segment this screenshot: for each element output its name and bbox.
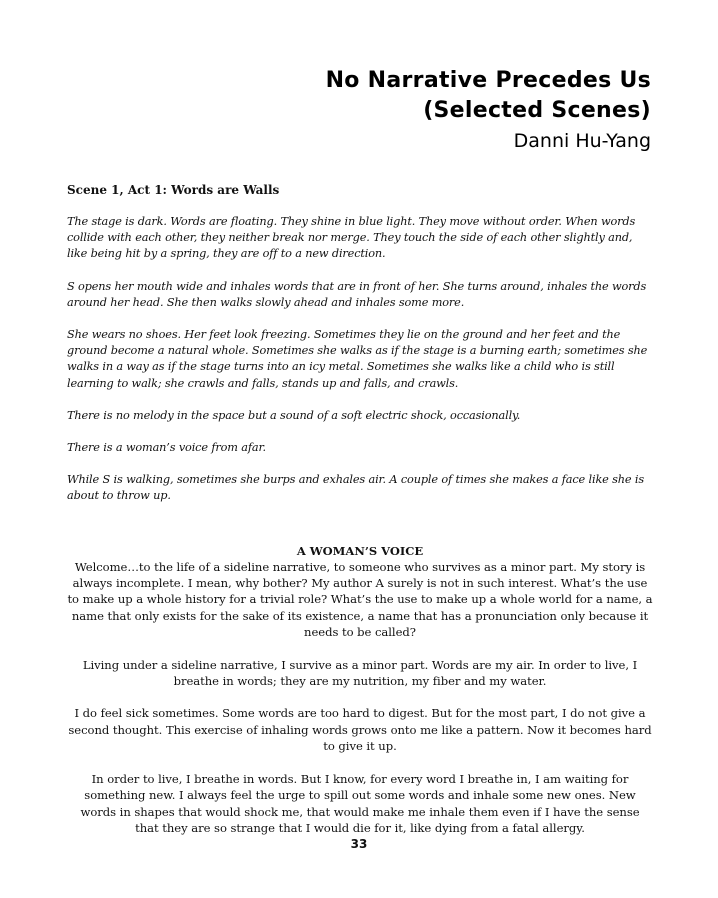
speech-paragraph: Living under a sideline narrative, I survive as a minor part. Words are my air. In order to live, I breathe in words; they are my nutrition, my fiber and my water. <box>82 657 638 689</box>
stage-direction: The stage is dark. Words are floating. They shine in blue light. They move without order. When words collide with each other, they neither break nor merge. They touch the side of each other slightly and, like being hit by a spring, they are off to a new direction. <box>67 215 636 261</box>
title-block <box>326 66 651 154</box>
scene-heading: Scene 1, Act 1: Words are Walls <box>67 183 280 197</box>
speech-paragraph: I do feel sick sometimes. Some words are too hard to digest. But for the most part, I do not give a second thought. This exercise of inhaling words grows onto me like a pattern. Now it becomes hard to give it up. <box>68 706 652 754</box>
stage-direction: There is no melody in the space but a sound of a soft electric shock, occasionally. <box>67 408 521 422</box>
speaker-name: A WOMAN’S VOICE <box>296 543 424 558</box>
speech-paragraph: In order to live, I breathe in words. But I know, for every word I breathe in, I am waiting for something new. I always feel the urge to spill out some words and inhale some new ones. New words in shapes that would shock me, that would make me inhale them even if I have the sense that they are so strange that I would die for it, like dying from a fatal allergy. <box>80 771 640 835</box>
speech-paragraph: Welcome…to the life of a sideline narrative, to someone who survives as a minor part. My story is always incomplete. I mean, why bother? My author A surely is not in such interest. What’s the use to make up a whole history for a trivial role? What’s the use to make up a whole world for a name, a name that only exists for the sake of its existence, a name that has a pronunciation only because it needs to be called? <box>67 559 653 640</box>
scene-content <box>67 182 653 852</box>
author-name: Danni Hu-Yang <box>513 130 651 152</box>
stage-direction: S opens her mouth wide and inhales words that are in front of her. She turns around, inhales the words around her head. She then walks slowly ahead and inhales some more. <box>67 279 647 309</box>
title-line-2: (Selected Scenes) <box>423 98 651 123</box>
page-number: 33 <box>350 837 368 851</box>
title-line-1: No Narrative Precedes Us <box>325 68 651 93</box>
stage-direction: There is a woman’s voice from afar. <box>67 441 266 455</box>
stage-direction: She wears no shoes. Her feet look freezing. Sometimes they lie on the ground and her feet and the ground become a natural whole. Sometimes she walks as if the stage is a burning earth; sometimes she walks in a way as if the stage turns into an icy metal. Sometimes she walks like a child who is still learning to walk; she crawls and falls, stands up and falls, and crawls. <box>67 328 648 390</box>
stage-direction: While S is walking, sometimes she burps and exhales air. A couple of times she makes a face like she is about to throw up. <box>67 473 644 503</box>
